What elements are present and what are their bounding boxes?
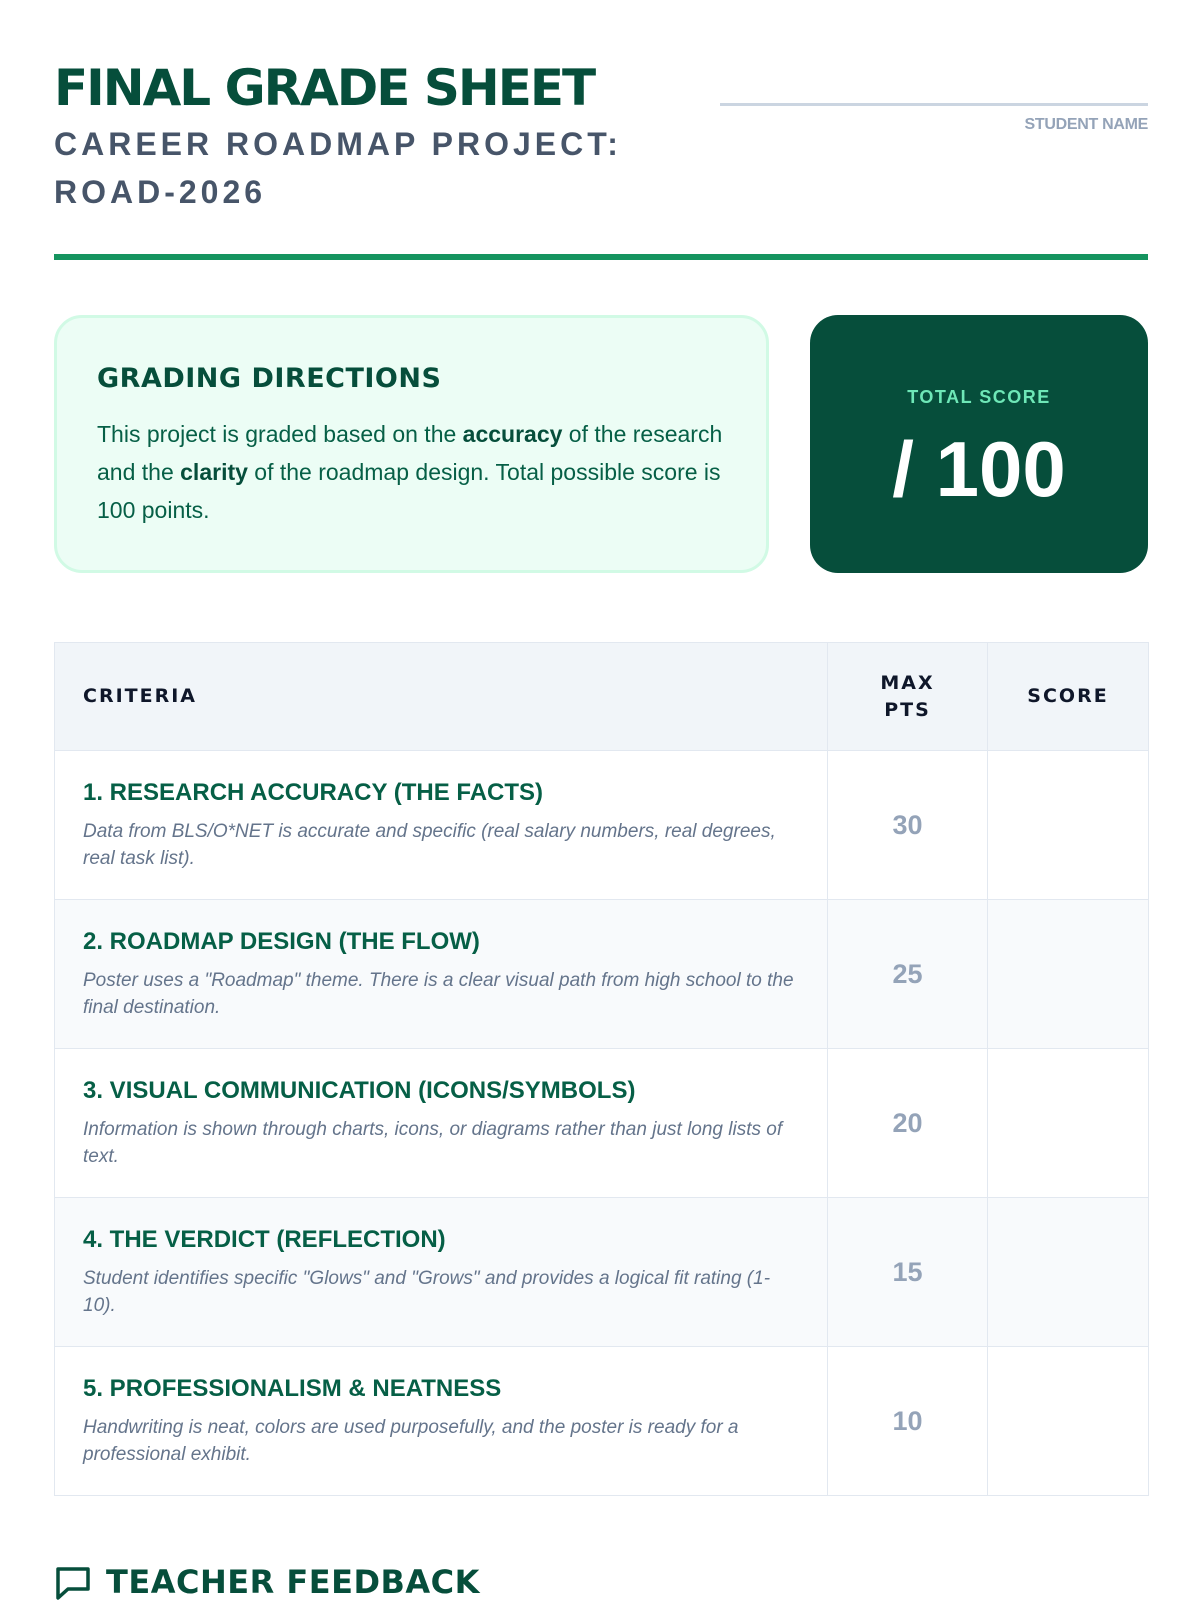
max-points-cell: 20 <box>828 1049 988 1198</box>
page-title: FINAL GRADE SHEET <box>54 59 595 117</box>
max-points-cell: 15 <box>828 1198 988 1347</box>
criteria-title: 1. RESEARCH ACCURACY (THE FACTS) <box>83 779 544 806</box>
criteria-title: 5. PROFESSIONALISM & NEATNESS <box>83 1375 502 1402</box>
rubric-table <box>54 642 1149 1496</box>
directions-emphasis-accuracy: accuracy <box>462 421 563 447</box>
table-row <box>55 900 1149 1049</box>
max-points-cell: 30 <box>828 751 988 900</box>
criteria-cell <box>55 751 828 900</box>
criteria-description: Poster uses a "Roadmap" theme. There is a clear visual path from high school to the final destination. <box>83 970 794 1018</box>
criteria-description: Student identifies specific "Glows" and "Grows" and provides a logical fit rating (1-10). <box>83 1268 771 1316</box>
teacher-feedback-heading: TEACHER FEEDBACK <box>106 1563 480 1600</box>
criteria-cell <box>55 1347 828 1496</box>
directions-text-part: of the research and the <box>97 421 723 485</box>
criteria-cell <box>55 1198 828 1347</box>
directions-text-part: of the roadmap design. Total possible score is 100 points. <box>97 459 721 523</box>
score-input-cell[interactable] <box>988 1347 1149 1496</box>
header-divider <box>54 254 1148 260</box>
criteria-title: 3. VISUAL COMMUNICATION (ICONS/SYMBOLS) <box>83 1077 636 1104</box>
score-input-cell[interactable] <box>988 1049 1149 1198</box>
criteria-cell <box>55 900 828 1049</box>
student-name-label: STUDENT NAME <box>1024 116 1148 133</box>
table-row <box>55 1347 1149 1496</box>
rubric-header-row <box>55 643 1149 751</box>
grading-directions-text <box>97 415 726 529</box>
criteria-title: 2. ROADMAP DESIGN (THE FLOW) <box>83 928 480 955</box>
max-points-cell: 10 <box>828 1347 988 1496</box>
teacher-feedback-section <box>54 1562 480 1600</box>
table-row <box>55 1198 1149 1347</box>
criteria-description: Handwriting is neat, colors are used purposefully, and the poster is ready for a professional exhibit. <box>83 1417 739 1465</box>
column-header-score: SCORE <box>988 643 1149 751</box>
directions-emphasis-clarity: clarity <box>180 459 248 485</box>
score-input-cell[interactable] <box>988 751 1149 900</box>
column-header-max-pts: MAX PTS <box>828 643 988 751</box>
student-name-field[interactable] <box>720 103 1148 106</box>
score-input-cell[interactable] <box>988 1198 1149 1347</box>
total-score-value: / 100 <box>892 425 1066 513</box>
grading-directions-card <box>54 315 769 573</box>
criteria-cell <box>55 1049 828 1198</box>
speech-bubble-icon <box>54 1563 92 1600</box>
criteria-description: Data from BLS/O*NET is accurate and specific (real salary numbers, real degrees, real task list). <box>83 821 776 869</box>
column-header-criteria: CRITERIA <box>55 643 828 751</box>
criteria-description: Information is shown through charts, icons, or diagrams rather than just long lists of text. <box>83 1119 783 1167</box>
total-score-label: TOTAL SCORE <box>907 387 1051 407</box>
criteria-title: 4. THE VERDICT (REFLECTION) <box>83 1226 446 1253</box>
total-score-card <box>810 315 1148 573</box>
grade-sheet <box>54 0 1148 1600</box>
directions-text-part: This project is graded based on the <box>97 421 463 447</box>
grading-directions-heading: GRADING DIRECTIONS <box>97 363 442 394</box>
max-points-cell: 25 <box>828 900 988 1049</box>
score-input-cell[interactable] <box>988 900 1149 1049</box>
table-row <box>55 751 1149 900</box>
project-subtitle: CAREER ROADMAP PROJECT: ROAD-2026 <box>54 126 622 210</box>
table-row <box>55 1049 1149 1198</box>
